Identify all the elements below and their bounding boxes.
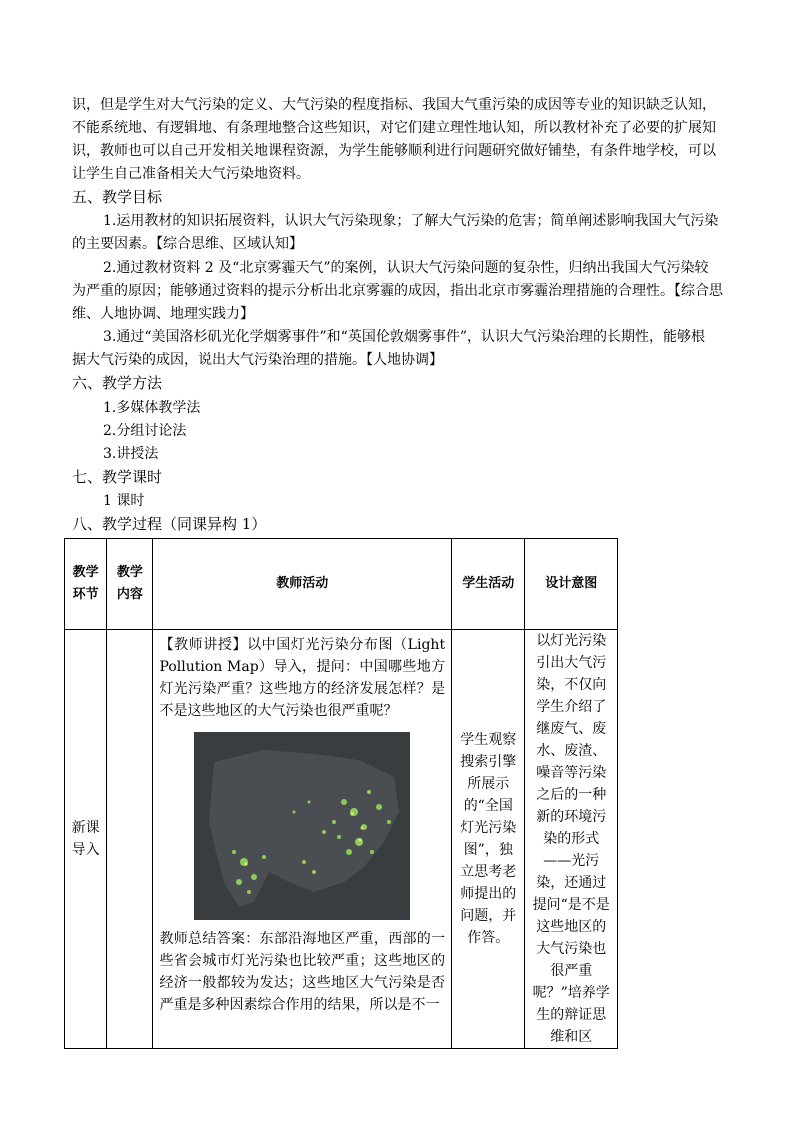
student-activity-text: 学生观察搜索引擎所展示的“全国灯光污染图”，独立思考老师提出的问题，并作答。 <box>460 732 517 946</box>
section-heading-methods: 六、教学方法 <box>72 374 163 392</box>
header-teacher: 教师活动 <box>153 539 452 630</box>
goal-2-line: 为严重的原因；能够通过资料的提示分析出北京雾霾的成因，指出北京市雾霾治理措施的合理性。【综合思 <box>72 283 723 299</box>
student-activity-cell <box>452 630 525 1049</box>
header-stage: 教学环节 <box>65 539 107 630</box>
content-cell <box>107 630 153 1049</box>
section-heading-hours: 七、教学课时 <box>72 468 163 486</box>
method-item: 2.分组讨论法 <box>103 423 187 439</box>
goal-1-line: 1.运用教材的知识拓展资料，认识大气污染现象；了解大气污染的危害；简单阐述影响我国大气污染 <box>103 213 719 229</box>
goal-3-line: 据大气污染的成因，说出大气污染治理的措施。【人地协调】 <box>72 352 443 368</box>
teacher-activity-text: 【教师讲授】以中国灯光污染分布图（Light Pollution Map）导入，提问：中国哪些地方灯光污染严重？这些地方的经济发展怎样？是不是这些地区的大气污染也很严重呢？ <box>159 637 446 719</box>
goal-2-line: 维、人地协调、地理实践力】 <box>72 306 254 322</box>
teacher-activity-cell <box>153 630 452 1049</box>
method-item: 3.讲授法 <box>103 446 159 462</box>
class-hours: 1 课时 <box>103 493 145 509</box>
light-pollution-map-image <box>194 732 410 920</box>
teaching-process-table <box>64 538 618 1049</box>
method-item: 1.多媒体教学法 <box>103 400 201 416</box>
table-header-row <box>65 539 618 630</box>
design-intent-text: 以灯光污染引出大气污染，不仅向学生介绍了继废气、废水、废渣、噪音等污染之后的一种新的环境污染的形式——光污染，还通过提问“是不是这些地区的大气污染也很严重呢？”培养学生的辩证思维和区 <box>532 633 610 1045</box>
intro-line: 让学生自己准备相关大气污染地资料。 <box>72 166 310 182</box>
header-design: 设计意图 <box>525 539 618 630</box>
header-content: 教学内容 <box>107 539 153 630</box>
stage-cell <box>65 630 107 1049</box>
section-heading-goals: 五、教学目标 <box>72 188 163 206</box>
table-row <box>65 630 618 1049</box>
section-heading-process: 八、教学过程（同课异构 1） <box>72 515 267 533</box>
stage-label: 新课导入 <box>71 820 100 858</box>
header-student: 学生活动 <box>452 539 525 630</box>
design-intent-cell <box>525 630 618 1049</box>
goal-1-line: 的主要因素。【综合思维、区域认知】 <box>72 236 303 252</box>
teacher-summary-text: 教师总结答案：东部沿海地区严重，西部的一些省会城市灯光污染也比较严重；这些地区的经济一般都较为发达；这些地区大气污染是否严重是多种因素综合作用的结果，所以是不一 <box>159 931 446 1013</box>
intro-line: 不能系统地、有逻辑地、有条理地整合这些知识，对它们建立理性地认知，所以教材补充了必要的扩展知 <box>72 120 716 136</box>
intro-line: 识，但是学生对大气污染的定义、大气污染的程度指标、我国大气重污染的成因等专业的知识缺乏认知， <box>72 97 716 113</box>
goal-2-line: 2.通过教材资料 2 及“北京雾霾天气”的案例，认识大气污染问题的复杂性，归纳出我国大气污染较 <box>103 260 709 276</box>
intro-line: 识，教师也可以自己开发相关地课程资源，为学生能够顺利进行问题研究做好铺垫，有条件地学校，可以 <box>72 143 716 159</box>
goal-3-line: 3.通过“美国洛杉矶光化学烟雾事件”和“英国伦敦烟雾事件”，认识大气污染治理的长期性，能够根 <box>103 329 705 345</box>
